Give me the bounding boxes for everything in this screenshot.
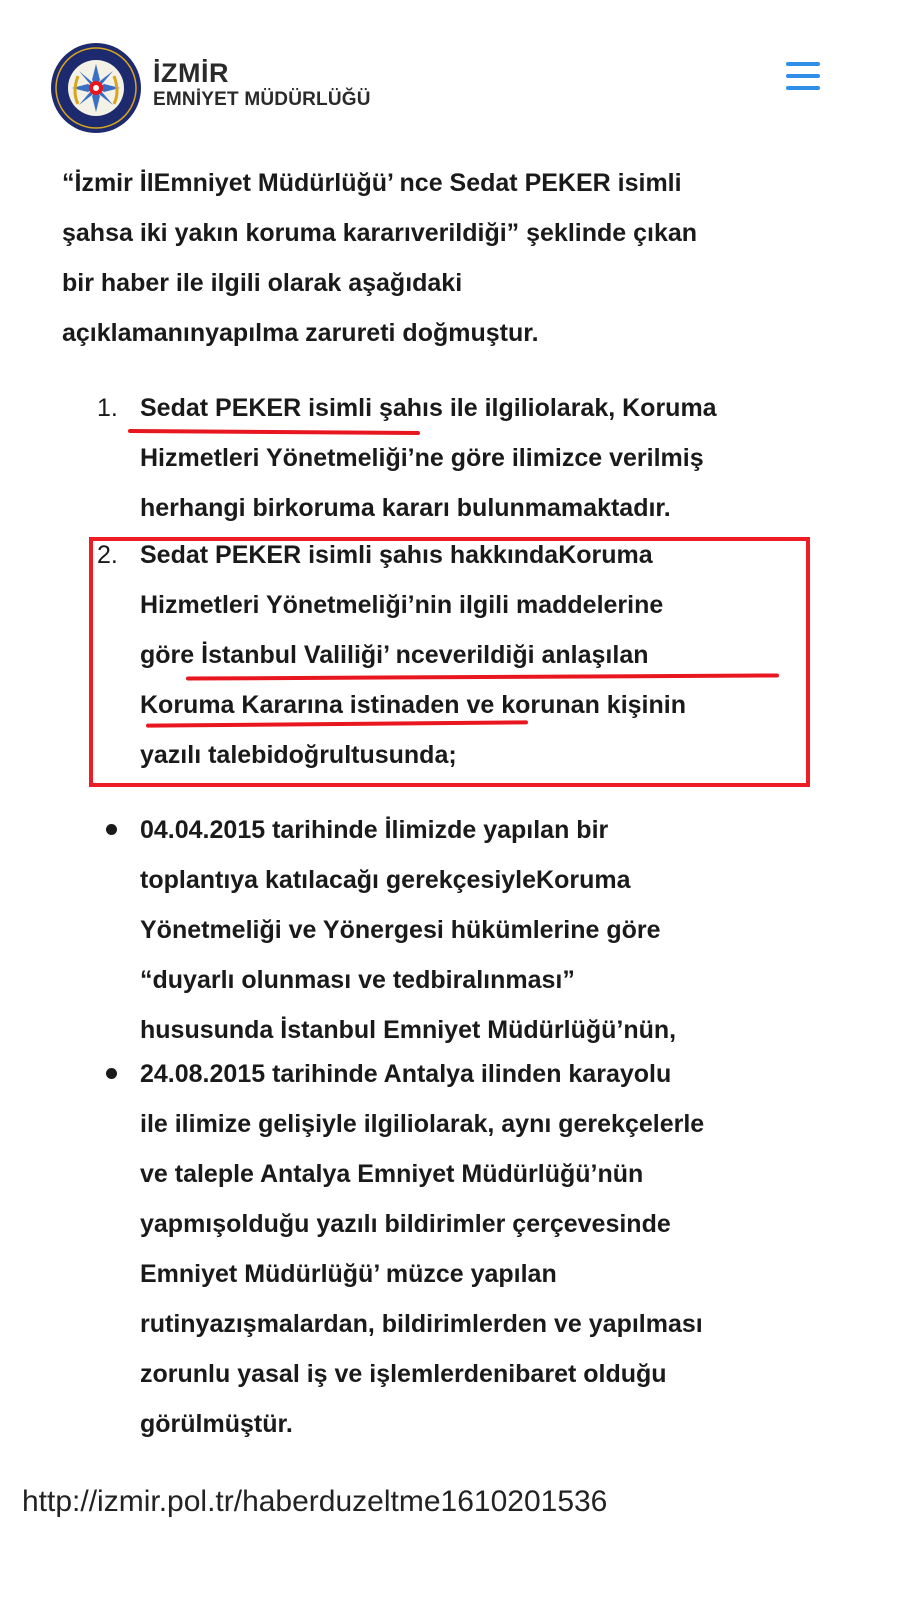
brand-title[interactable] (153, 58, 371, 112)
numbered-item-1 (140, 383, 840, 533)
text-line: Hizmetleri Yönetmeliği’ne göre ilimizce verilmiş (140, 444, 704, 472)
police-emblem-icon[interactable] (50, 42, 142, 134)
text-line: 04.04.2015 tarihinde İlimizde yapılan bir (140, 816, 609, 844)
text-line: 24.08.2015 tarihinde Antalya ilinden karayolu (140, 1060, 672, 1088)
text-line: Hizmetleri Yönetmeliği’nin ilgili maddelerine (140, 591, 664, 619)
text-line: “İzmir İlEmniyet Müdürlüğü’ nce Sedat PEKER isimli (62, 169, 682, 197)
hamburger-menu-icon[interactable] (786, 62, 820, 92)
text-line: “duyarlı olunması ve tedbiralınması” (140, 966, 575, 994)
menu-bar (786, 74, 820, 78)
text-line: toplantıya katılacağı gerekçesiyleKoruma (140, 866, 631, 894)
bullet-point (106, 1068, 117, 1079)
text-line: hususunda İstanbul Emniyet Müdürlüğü’nün, (140, 1016, 677, 1044)
text-line: herhangi birkoruma kararı bulunmamaktadır. (140, 494, 671, 522)
brand-subtitle: EMNİYET MÜDÜRLÜĞÜ (153, 89, 371, 110)
list-number: 1. (97, 394, 118, 422)
menu-bar (786, 62, 820, 66)
text-line: Sedat PEKER isimli şahıs ile ilgiliolarak, Koruma (140, 394, 717, 422)
bullet-item-1 (140, 805, 840, 1055)
text-line: yapmışolduğu yazılı bildirimler çerçevesinde (140, 1210, 671, 1238)
list-number: 2. (97, 541, 118, 569)
text-line: açıklamanınyapılma zarureti doğmuştur. (62, 319, 539, 347)
bullet-item-2 (140, 1049, 840, 1449)
text-line: bir haber ile ilgili olarak aşağıdaki (62, 269, 463, 297)
menu-bar (786, 86, 820, 90)
source-url[interactable]: http://izmir.pol.tr/haberduzeltme1610201536 (22, 1485, 608, 1518)
brand-city: İZMİR (153, 58, 229, 88)
bullet-point (106, 824, 117, 835)
text-line: rutinyazışmalardan, bildirimlerden ve yapılması (140, 1310, 703, 1338)
text-line: Koruma Kararına istinaden ve korunan kişinin (140, 691, 686, 719)
text-line: göre İstanbul Valiliği’ nceverildiği anlaşılan (140, 641, 649, 669)
text-line: Emniyet Müdürlüğü’ müzce yapılan (140, 1260, 557, 1288)
numbered-item-2 (140, 530, 840, 780)
text-line: yazılı talebidoğrultusunda; (140, 741, 457, 769)
intro-paragraph (62, 158, 842, 358)
text-line: zorunlu yasal iş ve işlemlerdenibaret olduğu (140, 1360, 667, 1388)
text-line: ile ilimize gelişiyle ilgiliolarak, aynı gerekçelerle (140, 1110, 705, 1138)
text-line: görülmüştür. (140, 1410, 293, 1438)
text-line: Sedat PEKER isimli şahıs hakkındaKoruma (140, 541, 653, 569)
text-line: Yönetmeliği ve Yönergesi hükümlerine göre (140, 916, 661, 944)
site-header (50, 42, 850, 137)
text-line: ve taleple Antalya Emniyet Müdürlüğü’nün (140, 1160, 644, 1188)
text-line: şahsa iki yakın koruma kararıverildiği” şeklinde çıkan (62, 219, 698, 247)
